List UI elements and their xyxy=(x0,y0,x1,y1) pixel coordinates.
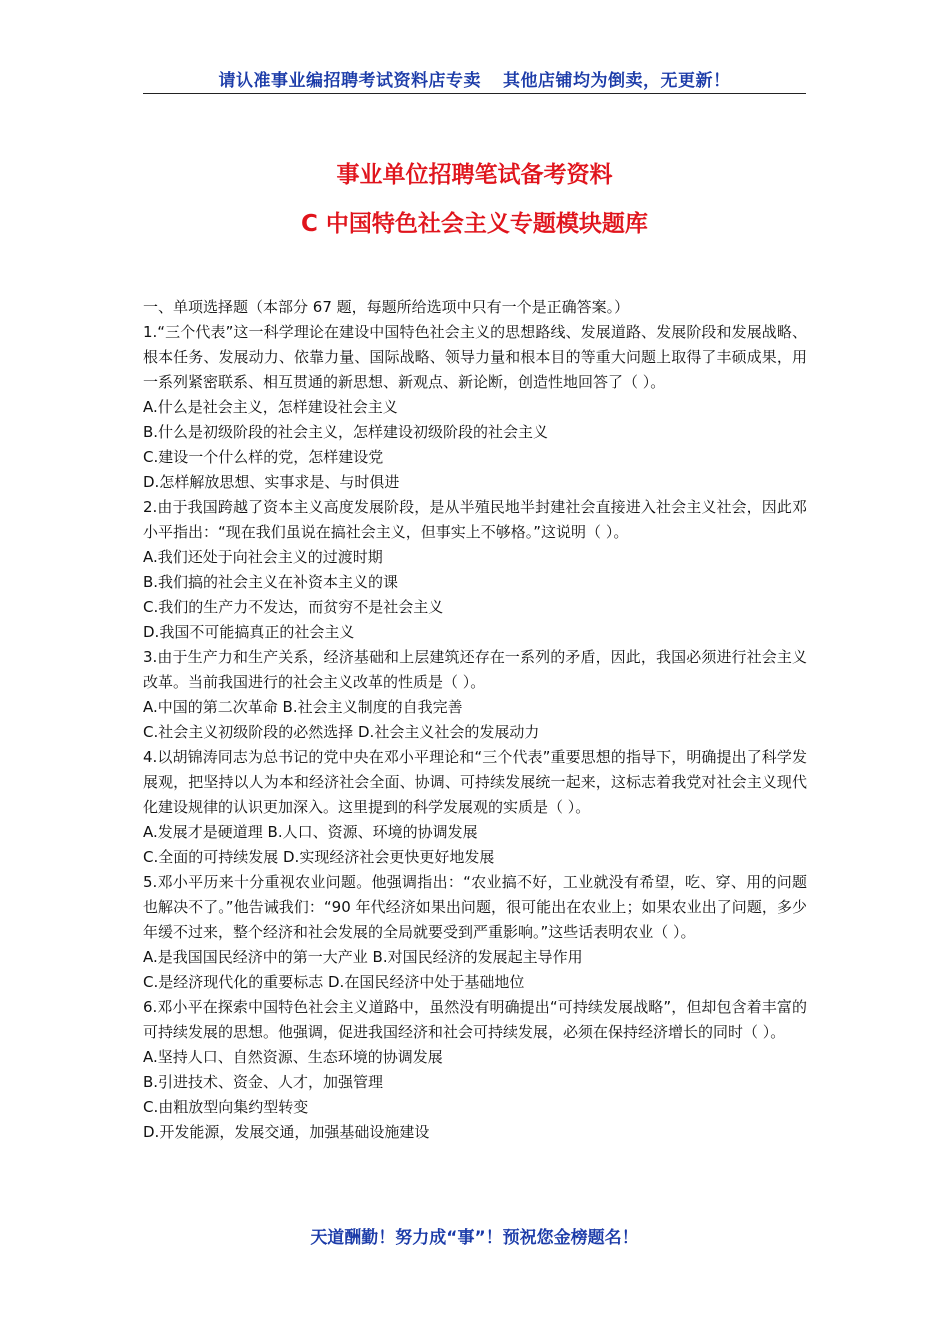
question-option: C.全面的可持续发展 D.实现经济社会更快更好地发展 xyxy=(143,848,495,866)
header-banner-left: 请认准事业编招聘考试资料店专卖 xyxy=(218,71,481,91)
question-block xyxy=(143,995,807,1145)
question-stem: 6.邓小平在探索中国特色社会主义道路中，虽然没有明确提出“可持续发展战略”，但却包含着丰富的可持续发展的思想。他强调，促进我国经济和社会可持续发展，必须在保持经济增长的同时（ ）。 xyxy=(143,998,807,1041)
question-content xyxy=(143,295,807,1145)
header-banner-right: 其他店铺均为倒卖，无更新！ xyxy=(503,71,731,91)
question-option: D.开发能源，发展交通，加强基础设施建设 xyxy=(143,1123,430,1141)
question-option: C.社会主义初级阶段的必然选择 D.社会主义社会的发展动力 xyxy=(143,723,540,741)
section-heading: 一、单项选择题（本部分 67 题，每题所给选项中只有一个是正确答案。） xyxy=(143,298,630,316)
question-block xyxy=(143,745,807,870)
question-option: B.我们搞的社会主义在补资本主义的课 xyxy=(143,573,399,591)
question-option: C.由粗放型向集约型转变 xyxy=(143,1098,309,1116)
question-option: A.是我国国民经济中的第一大产业 B.对国民经济的发展起主导作用 xyxy=(143,948,583,966)
header-divider xyxy=(143,93,806,94)
question-stem: 3.由于生产力和生产关系，经济基础和上层建筑还存在一系列的矛盾，因此，我国必须进行社会主义改革。当前我国进行的社会主义改革的性质是（ ）。 xyxy=(143,648,807,691)
question-option: B.什么是初级阶段的社会主义，怎样建设初级阶段的社会主义 xyxy=(143,423,549,441)
question-stem: 5.邓小平历来十分重视农业问题。他强调指出：“农业搞不好，工业就没有希望，吃、穿、用的问题也解决不了。”他告诫我们：“90 年代经济如果出问题，很可能出在农业上；如果农业出了问题，多少年缓不过来，整个经济和社会发展的全局就要受到严重影响。”这些话表明农业（ ）。 xyxy=(143,873,807,941)
footer-slogan: 天道酬勤！努力成“事”！预祝您金榜题名！ xyxy=(310,1228,639,1248)
question-stem: 4.以胡锦涛同志为总书记的党中央在邓小平理论和“三个代表”重要思想的指导下，明确提出了科学发展观，把坚持以人为本和经济社会全面、协调、可持续发展统一起来，这标志着我党对社会主义现代化建设规律的认识更加深入。这里提到的科学发展观的实质是（ ）。 xyxy=(143,748,807,816)
question-option: C.建设一个什么样的党，怎样建设党 xyxy=(143,448,384,466)
question-option: A.中国的第二次革命 B.社会主义制度的自我完善 xyxy=(143,698,463,716)
header-banner xyxy=(143,66,806,91)
document-subtitle: C 中国特色社会主义专题模块题库 xyxy=(301,211,648,237)
question-option: C.是经济现代化的重要标志 D.在国民经济中处于基础地位 xyxy=(143,973,525,991)
question-block xyxy=(143,495,807,645)
question-option: B.引进技术、资金、人才，加强管理 xyxy=(143,1073,384,1091)
document-title: 事业单位招聘笔试备考资料 xyxy=(336,162,613,188)
question-stem: 1.“三个代表”这一科学理论在建设中国特色社会主义的思想路线、发展道路、发展阶段和发展战略、根本任务、发展动力、依靠力量、国际战略、领导力量和根本目的等重大问题上取得了丰硕成果，用一系列紧密联系、相互贯通的新思想、新观点、新论断，创造性地回答了（ ）。 xyxy=(143,323,807,391)
question-option: C.我们的生产力不发达，而贫穷不是社会主义 xyxy=(143,598,444,616)
question-block xyxy=(143,320,807,495)
question-option: A.我们还处于向社会主义的过渡时期 xyxy=(143,548,383,566)
question-option: A.什么是社会主义，怎样建设社会主义 xyxy=(143,398,398,416)
question-block xyxy=(143,870,807,995)
question-stem: 2.由于我国跨越了资本主义高度发展阶段，是从半殖民地半封建社会直接进入社会主义社会，因此邓小平指出：“现在我们虽说在搞社会主义，但事实上不够格。”这说明（ ）。 xyxy=(143,498,807,541)
question-option: A.发展才是硬道理 B.人口、资源、环境的协调发展 xyxy=(143,823,478,841)
question-option: D.我国不可能搞真正的社会主义 xyxy=(143,623,355,641)
question-block xyxy=(143,645,807,745)
question-option: D.怎样解放思想、实事求是、与时俱进 xyxy=(143,473,400,491)
question-option: A.坚持人口、自然资源、生态环境的协调发展 xyxy=(143,1048,443,1066)
